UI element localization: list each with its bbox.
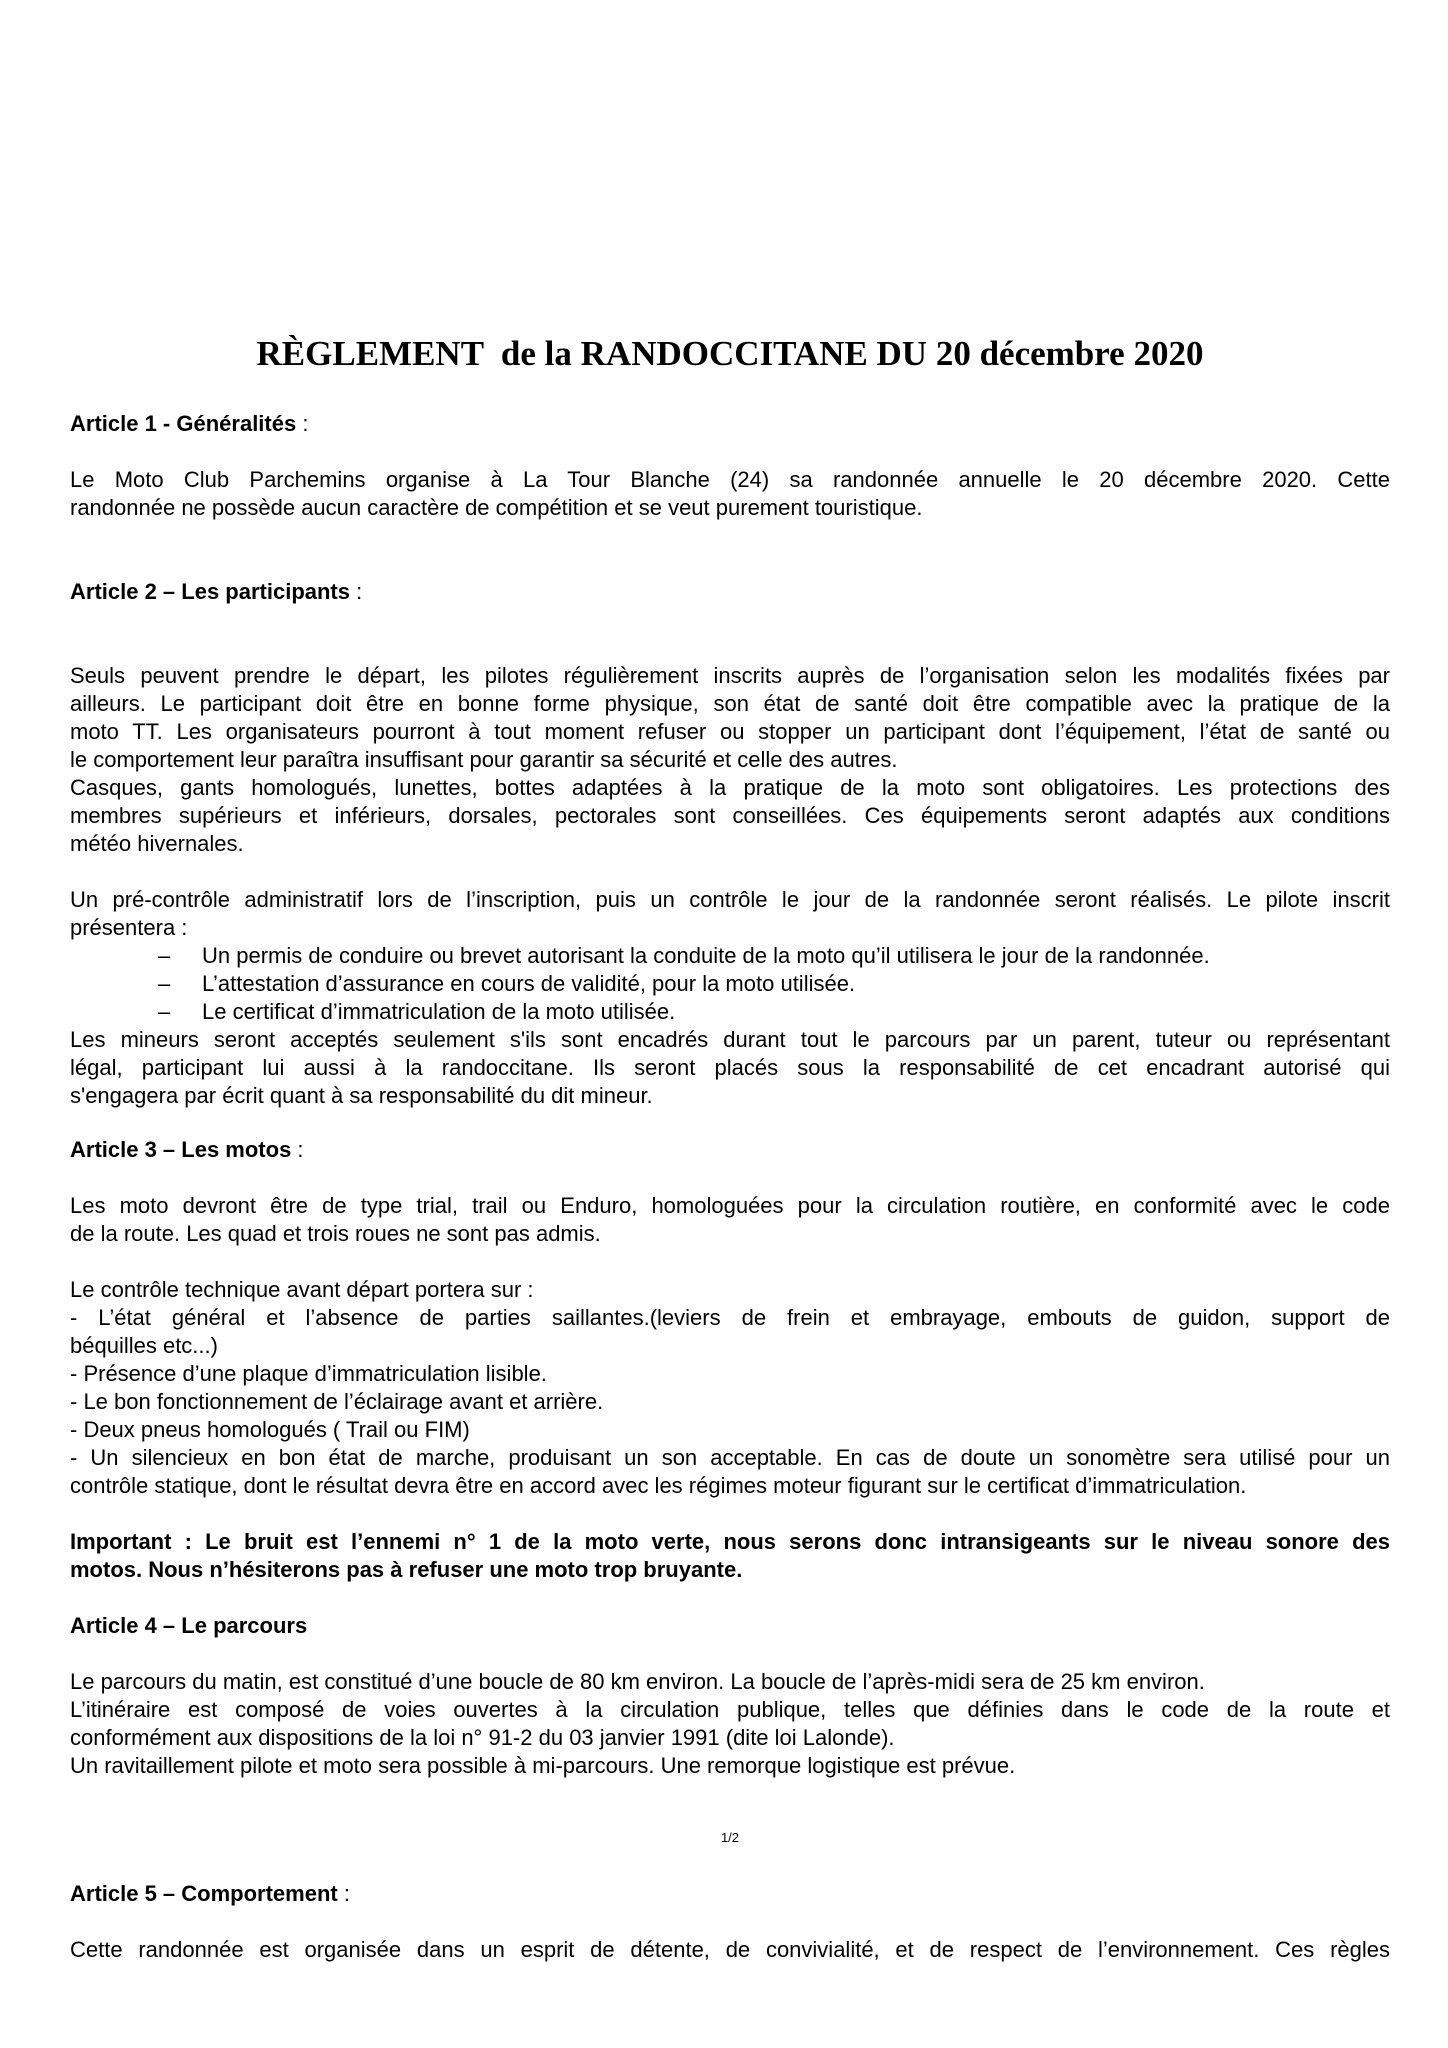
article-1-title: Article 1 - Généralités bbox=[70, 411, 297, 436]
article-3-line: - L’état général et l’absence de parties saillantes.(leviers de frein et embrayage, embouts de guidon, support de bbox=[70, 1305, 1390, 1330]
article-3-line: - Présence d’une plaque d’immatriculation lisible. bbox=[70, 1361, 547, 1386]
document-list-item bbox=[70, 942, 1390, 970]
article-5-line: Cette randonnée est organisée dans un esprit de détente, de convivialité, et de respect de l’environnement. Ces règles bbox=[70, 1937, 1390, 1962]
article-3-line: - Un silencieux en bon état de marche, produisant un son acceptable. En cas de doute un sonomètre sera utilisé pour un bbox=[70, 1445, 1390, 1470]
article-2-line: ailleurs. Le participant doit être en bonne forme physique, son état de santé doit être compatible avec la pratique de la bbox=[70, 691, 1390, 716]
article-4-line: conformément aux dispositions de la loi n° 91-2 du 03 janvier 1991 (dite loi Lalonde). bbox=[70, 1725, 895, 1750]
article-4-title: Article 4 – Le parcours bbox=[70, 1613, 308, 1638]
article-4-line: Un ravitaillement pilote et moto sera possible à mi-parcours. Une remorque logistique est prévue. bbox=[70, 1753, 1016, 1778]
article-2-heading bbox=[70, 578, 362, 606]
article-3-line: de la route. Les quad et trois roues ne sont pas admis. bbox=[70, 1221, 601, 1246]
article-5-heading bbox=[70, 1880, 350, 1908]
article-2-line: moto TT. Les organisateurs pourront à tout moment refuser ou stopper un participant dont l’équipement, l’état de santé ou bbox=[70, 719, 1390, 744]
article-2-colon: : bbox=[350, 579, 363, 604]
article-3-line: contrôle statique, dont le résultat devra être en accord avec les régimes moteur figurant sur le certificat d’immatriculation. bbox=[70, 1473, 1247, 1498]
article-3-line: Les moto devront être de type trial, trail ou Enduro, homologuées pour la circulation routière, en conformité avec le code bbox=[70, 1193, 1390, 1218]
article-3-line: Le contrôle technique avant départ portera sur : bbox=[70, 1277, 534, 1302]
article-2-paragraph-1 bbox=[70, 662, 1390, 858]
article-3-line: béquilles etc...) bbox=[70, 1333, 218, 1358]
document-title: RÈGLEMENT de la RANDOCCITANE DU 20 décembre 2020 bbox=[256, 334, 1204, 373]
list-item-text: Un permis de conduire ou brevet autorisant la conduite de la moto qu’il utilisera le jour de la randonnée. bbox=[202, 943, 1210, 968]
list-dash: – bbox=[158, 943, 171, 968]
document-list-item bbox=[70, 998, 1390, 1026]
page-number: 1/2 bbox=[720, 1830, 740, 1845]
article-5-text bbox=[70, 1936, 1390, 1964]
article-4-line: Le parcours du matin, est constitué d’une boucle de 80 km environ. La boucle de l’après-midi sera de 25 km environ. bbox=[70, 1669, 1205, 1694]
article-1-text bbox=[70, 466, 1390, 522]
article-2-line: Les mineurs seront acceptés seulement s'ils sont encadrés durant tout le parcours par un parent, tuteur ou représentant bbox=[70, 1027, 1390, 1052]
list-item-text: L’attestation d’assurance en cours de validité, pour la moto utilisée. bbox=[202, 971, 856, 996]
article-2-line: Casques, gants homologués, lunettes, bottes adaptées à la pratique de la moto sont obligatoires. Les protections des bbox=[70, 775, 1390, 800]
article-2-line: s'engagera par écrit quant à sa responsabilité du dit mineur. bbox=[70, 1083, 653, 1108]
article-3-title: Article 3 – Les motos bbox=[70, 1137, 292, 1162]
article-3-line: - Deux pneus homologués ( Trail ou FIM) bbox=[70, 1417, 470, 1442]
article-1-heading bbox=[70, 410, 308, 438]
article-2-line: membres supérieurs et inférieurs, dorsales, pectorales sont conseillées. Ces équipements seront adaptés aux conditions bbox=[70, 803, 1390, 828]
article-2-line: Un pré-contrôle administratif lors de l’inscription, puis un contrôle le jour de la randonnée seront réalisés. Le pilote inscrit bbox=[70, 887, 1390, 912]
article-3-paragraph-2 bbox=[70, 1276, 1390, 1500]
article-2-line: légal, participant lui aussi à la randoccitane. Ils seront placés sous la responsabilité de cet encadrant autorisé qui bbox=[70, 1055, 1390, 1080]
important-line: Important : Le bruit est l’ennemi n° 1 de la moto verte, nous serons donc intransigeants sur le niveau sonore des bbox=[70, 1529, 1390, 1554]
article-2-line: Seuls peuvent prendre le départ, les pilotes régulièrement inscrits auprès de l’organisation selon les modalités fixées par bbox=[70, 663, 1390, 688]
article-1-line: Le Moto Club Parchemins organise à La Tour Blanche (24) sa randonnée annuelle le 20 décembre 2020. Cette bbox=[70, 467, 1390, 492]
article-3-paragraph-1 bbox=[70, 1192, 1390, 1248]
article-2-paragraph-2 bbox=[70, 886, 1390, 1110]
article-3-heading bbox=[70, 1136, 304, 1164]
list-item-text: Le certificat d’immatriculation de la moto utilisée. bbox=[202, 999, 676, 1024]
article-4-heading bbox=[70, 1612, 307, 1640]
article-4-text bbox=[70, 1668, 1390, 1780]
list-dash: – bbox=[158, 999, 171, 1024]
list-dash: – bbox=[158, 971, 171, 996]
article-1-line: randonnée ne possède aucun caractère de compétition et se veut purement touristique. bbox=[70, 495, 923, 520]
article-2-title: Article 2 – Les participants bbox=[70, 579, 350, 604]
important-line: motos. Nous n’hésiterons pas à refuser une moto trop bruyante. bbox=[70, 1557, 743, 1582]
document-list-item bbox=[70, 970, 1390, 998]
article-1-colon: : bbox=[296, 411, 309, 436]
article-3-important-notice bbox=[70, 1528, 1390, 1584]
article-2-line: le comportement leur paraîtra insuffisant pour garantir sa sécurité et celle des autres. bbox=[70, 747, 898, 772]
document-page bbox=[70, 0, 1390, 2048]
article-5-colon: : bbox=[337, 1881, 350, 1906]
article-5-title: Article 5 – Comportement bbox=[70, 1881, 338, 1906]
article-4-line: L’itinéraire est composé de voies ouvertes à la circulation publique, telles que définies dans le code de la route et bbox=[70, 1697, 1390, 1722]
article-2-line: météo hivernales. bbox=[70, 831, 244, 856]
article-3-colon: : bbox=[291, 1137, 304, 1162]
article-3-line: - Le bon fonctionnement de l’éclairage avant et arrière. bbox=[70, 1389, 604, 1414]
article-2-line: présentera : bbox=[70, 915, 188, 940]
